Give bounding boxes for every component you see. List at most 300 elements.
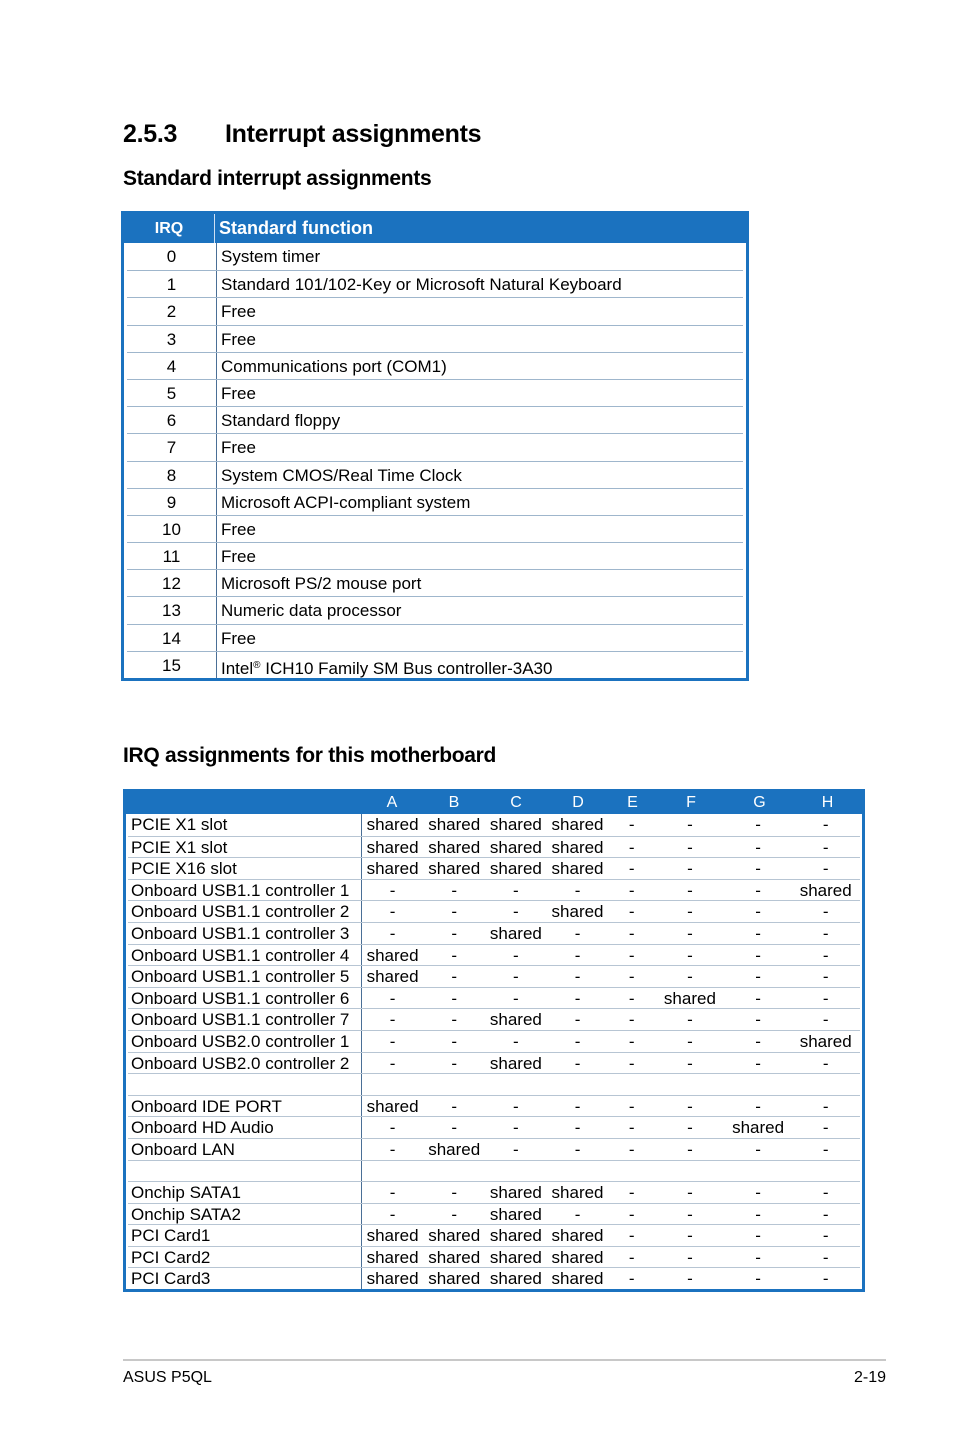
irq-assignments-title: IRQ assignments for this motherboard (123, 744, 497, 767)
function-text: Free (221, 547, 256, 567)
irq-cell: - (389, 1053, 396, 1073)
irq-cell: - (755, 1139, 761, 1159)
device-name: Onboard USB1.1 controller 2 (128, 901, 362, 922)
standard-function (217, 597, 401, 623)
irq-cell: shared (366, 1269, 419, 1289)
table-row (127, 596, 743, 623)
irq-cell: shared (799, 880, 852, 900)
irq-cell: shared (489, 1269, 542, 1289)
table-row (127, 461, 743, 488)
irq-cell: - (628, 967, 635, 987)
irq-cell: shared (551, 1226, 604, 1246)
irq-cell: shared (489, 923, 542, 943)
irq-cell: shared (799, 1031, 852, 1051)
device-header (126, 792, 361, 814)
irq-number: 12 (127, 570, 217, 596)
function-text: System CMOS/Real Time Clock (221, 465, 462, 485)
irq-cell: - (574, 967, 581, 987)
irq-cell: - (822, 1118, 829, 1138)
irq-cell: shared (428, 1247, 481, 1267)
standard-interrupt-table (121, 211, 749, 681)
device-name: Onboard USB1.1 controller 5 (128, 966, 362, 987)
irq-cell: shared (551, 815, 604, 834)
function-text: Standard 101/102-Key or Microsoft Natural Keyboard (221, 275, 622, 295)
irq-cell: shared (428, 859, 481, 879)
standard-function (217, 625, 256, 651)
irq-cell: - (513, 1118, 519, 1138)
device-name: Onboard IDE PORT (128, 1096, 362, 1117)
irq-cell: - (451, 1204, 458, 1224)
page-number: 2-19 (853, 1369, 886, 1386)
irq-cell: shared (428, 837, 481, 857)
irq-cell: - (513, 988, 519, 1008)
device-name (128, 1161, 362, 1182)
device-name: PCIE X1 slot (128, 814, 362, 836)
table-row (128, 1138, 860, 1160)
irq-cell: - (628, 837, 635, 857)
table-row (128, 1224, 860, 1246)
irq-cell: - (389, 923, 396, 943)
column-header-h: H (821, 794, 834, 811)
irq-cell: - (822, 1183, 829, 1203)
irq-number: 4 (127, 353, 217, 379)
standard-function (217, 489, 470, 515)
irq-cell: - (628, 815, 635, 834)
device-name (128, 1074, 362, 1095)
irq-cell: - (755, 1204, 761, 1224)
standard-function (217, 434, 256, 460)
irq-cell: - (451, 880, 458, 900)
table-row (128, 814, 860, 836)
irq-cell: shared (663, 988, 716, 1008)
irq-cell: shared (489, 1183, 542, 1203)
irq-cell: - (687, 902, 693, 922)
irq-cell (725, 1161, 792, 1182)
irq-cell: shared (551, 1247, 604, 1267)
irq-cell: - (628, 1118, 635, 1138)
column-header-b: B (448, 794, 460, 811)
irq-cell: shared (551, 1183, 604, 1203)
irq-cell: shared (366, 1226, 419, 1246)
irq-cell: - (822, 1226, 829, 1246)
irq-cell: - (755, 1053, 761, 1073)
table-row (127, 406, 743, 433)
irq-number: 6 (127, 407, 217, 433)
table-row (128, 1203, 860, 1225)
irq-cell: shared (489, 815, 542, 834)
table-row (128, 1008, 860, 1030)
irq-cell: - (687, 837, 693, 857)
irq-cell: - (755, 1031, 761, 1051)
irq-cell: - (451, 988, 458, 1008)
table-row (127, 297, 743, 324)
irq-cell: - (687, 1226, 693, 1246)
irq-cell: - (755, 902, 761, 922)
irq-cell: - (755, 1183, 761, 1203)
irq-cell: - (628, 1204, 635, 1224)
device-name: Onboard USB1.1 controller 6 (128, 988, 362, 1009)
table-row (128, 1073, 860, 1095)
irq-cell: - (687, 1096, 693, 1116)
device-name: PCI Card1 (128, 1225, 362, 1246)
table-row (128, 1246, 860, 1268)
irq-cell: - (687, 1247, 693, 1267)
irq-number: 0 (127, 243, 217, 270)
irq-cell: - (574, 1139, 581, 1159)
table-row (128, 987, 860, 1009)
table-row (127, 270, 743, 297)
standard-function (217, 570, 421, 596)
irq-cell (655, 1074, 725, 1095)
irq-cell: - (574, 1010, 581, 1030)
table-row (128, 922, 860, 944)
irq-cell: - (389, 1183, 396, 1203)
irq-cell: shared (551, 859, 604, 879)
irq-cell: shared (366, 859, 419, 879)
irq-cell: - (687, 1031, 693, 1051)
irq-number: 13 (127, 597, 217, 623)
function-text-rest: ICH10 Family SM Bus controller-3A30 (260, 658, 553, 678)
irq-cell: - (451, 923, 458, 943)
irq-cell: - (755, 1269, 761, 1289)
irq-cell: - (451, 967, 458, 987)
irq-cell: - (451, 902, 458, 922)
table-row (127, 379, 743, 406)
irq-cell: - (628, 1096, 635, 1116)
irq-cell: - (574, 988, 581, 1008)
irq-cell: - (687, 1010, 693, 1030)
standard-function (217, 353, 447, 379)
device-name: Onboard HD Audio (128, 1117, 362, 1138)
irq-cell: - (513, 1139, 519, 1159)
standard-function (217, 243, 320, 270)
irq-cell: - (687, 1139, 693, 1159)
function-text: Microsoft ACPI-compliant system (221, 492, 471, 512)
device-name: Onboard LAN (128, 1139, 362, 1160)
table-row (128, 965, 860, 987)
irq-cell: - (451, 1183, 458, 1203)
function-text: Microsoft PS/2 mouse port (221, 574, 422, 594)
standard-function (217, 271, 622, 297)
irq-cell: - (755, 815, 761, 834)
irq-cell: - (822, 967, 829, 987)
table-row (128, 900, 860, 922)
function-text: Free (221, 302, 256, 322)
table-row (127, 542, 743, 569)
table-row (128, 1116, 860, 1138)
irq-cell: - (628, 1183, 635, 1203)
irq-cell: - (822, 1096, 829, 1116)
irq-cell: shared (428, 1269, 481, 1289)
irq-cell: - (755, 1096, 761, 1116)
device-name: PCIE X16 slot (128, 858, 362, 879)
standard-table-body (124, 243, 746, 678)
irq-cell: - (628, 945, 635, 965)
table-row (128, 879, 860, 901)
device-name: Onboard USB1.1 controller 4 (128, 945, 362, 966)
column-header-a: A (386, 794, 398, 811)
table-row (128, 1267, 860, 1289)
irq-cell: shared (489, 1204, 542, 1224)
column-header-f: F (686, 794, 696, 811)
function-text: Intel (221, 658, 254, 678)
irq-cell (423, 1161, 485, 1182)
irq-cell: - (687, 967, 693, 987)
standard-interrupt-title: Standard interrupt assignments (123, 167, 432, 190)
table-row (127, 352, 743, 379)
function-text: Standard floppy (221, 411, 341, 431)
standard-table-header (124, 214, 746, 243)
irq-cell: - (451, 1118, 458, 1138)
irq-cell (791, 1074, 860, 1095)
irq-cell: - (574, 1204, 581, 1224)
irq-cell: - (389, 1031, 396, 1051)
irq-cell: - (513, 880, 519, 900)
irq-cell: shared (428, 815, 481, 834)
table-row (127, 243, 743, 270)
irq-cell (362, 1161, 424, 1182)
irq-cell: - (822, 923, 829, 943)
irq-cell: shared (489, 1247, 542, 1267)
irq-cell: - (755, 880, 761, 900)
table-row (127, 624, 743, 651)
irq-number: 3 (127, 326, 217, 352)
irq-cell: - (822, 1053, 829, 1073)
column-header-c: C (510, 794, 522, 811)
table-row (127, 515, 743, 542)
irq-cell: shared (551, 1269, 604, 1289)
irq-cell (485, 1074, 547, 1095)
standard-function (217, 543, 256, 569)
irq-cell: - (755, 837, 761, 857)
irq-cell: - (755, 1226, 761, 1246)
irq-cell: - (687, 1183, 693, 1203)
irq-cell: shared (366, 1096, 419, 1116)
irq-cell: - (755, 988, 761, 1008)
registered-mark: ® (253, 659, 261, 671)
irq-number: 10 (127, 516, 217, 542)
irq-cell: - (628, 1247, 635, 1267)
irq-number: 14 (127, 625, 217, 651)
irq-cell: shared (489, 1010, 542, 1030)
table-row (128, 1181, 860, 1203)
irq-cell: - (755, 967, 761, 987)
irq-cell: - (822, 1247, 829, 1267)
table-row (128, 1160, 860, 1182)
irq-number: 2 (127, 298, 217, 324)
irq-cell: - (451, 1096, 458, 1116)
irq-cell: - (822, 1139, 829, 1159)
device-name: Onchip SATA2 (128, 1204, 362, 1225)
irq-cell: - (389, 1010, 396, 1030)
device-name: PCI Card2 (128, 1247, 362, 1268)
table-row (127, 325, 743, 352)
irq-number: 5 (127, 380, 217, 406)
device-name: PCIE X1 slot (128, 837, 362, 858)
irq-cell: - (687, 923, 693, 943)
irq-cell: - (628, 1139, 635, 1159)
irq-cell: - (513, 1096, 519, 1116)
irq-cell: - (389, 988, 396, 1008)
irq-assignments-table (123, 789, 865, 1292)
table-row (128, 857, 860, 879)
irq-cell: - (822, 945, 829, 965)
irq-cell: - (628, 923, 635, 943)
irq-cell: - (574, 1118, 581, 1138)
irq-cell: - (822, 837, 829, 857)
irq-cell: shared (551, 837, 604, 857)
table-row (127, 569, 743, 596)
irq-number: 9 (127, 489, 217, 515)
function-text: Free (221, 329, 256, 349)
device-name: Onboard USB1.1 controller 3 (128, 923, 362, 944)
irq-cell: - (451, 1031, 458, 1051)
standard-function (217, 326, 256, 352)
irq-cell: shared (551, 902, 604, 922)
standard-function (217, 380, 256, 406)
irq-cell: shared (366, 967, 419, 987)
irq-cell (423, 1074, 485, 1095)
column-header-e: E (627, 794, 638, 811)
irq-cell: - (822, 859, 829, 879)
irq-cell: - (574, 1053, 581, 1073)
irq-cell: - (755, 923, 761, 943)
device-name: Onboard USB2.0 controller 1 (128, 1031, 362, 1052)
irq-cell: - (687, 1204, 693, 1224)
irq-cell: - (574, 880, 581, 900)
irq-cell: shared (489, 1053, 542, 1073)
irq-number: 15 (127, 652, 217, 678)
irq-cell: shared (366, 837, 419, 857)
column-header-d: D (572, 794, 584, 811)
irq-cell (547, 1074, 609, 1095)
irq-cell: - (822, 815, 829, 834)
irq-cell: shared (489, 1226, 542, 1246)
device-name: PCI Card3 (128, 1268, 362, 1289)
irq-cell: - (513, 1031, 519, 1051)
irq-cell: - (687, 859, 693, 879)
standard-function (217, 298, 256, 324)
irq-cell: - (687, 880, 693, 900)
irq-cell: - (822, 988, 829, 1008)
irq-number: 8 (127, 462, 217, 488)
irq-cell: - (389, 1118, 396, 1138)
table-row (128, 944, 860, 966)
function-text: System timer (221, 247, 321, 266)
irq-cell: shared (366, 945, 419, 965)
table-row (128, 836, 860, 858)
irq-cell: - (389, 902, 396, 922)
irq-cell: - (822, 1010, 829, 1030)
irq-cell: - (687, 945, 693, 965)
irq-cell: - (513, 967, 519, 987)
irq-cell: - (628, 1031, 635, 1051)
irq-cell: - (628, 1269, 635, 1289)
irq-cell: - (389, 1204, 396, 1224)
irq-cell (608, 1161, 655, 1182)
table-row (127, 651, 743, 678)
function-header: Standard function (219, 218, 373, 238)
irq-cell: - (574, 1096, 581, 1116)
irq-cell (725, 1074, 792, 1095)
irq-cell: shared (489, 859, 542, 879)
irq-cell: - (687, 815, 693, 834)
irq-cell: - (574, 923, 581, 943)
irq-cell: - (451, 1010, 458, 1030)
function-text: Numeric data processor (221, 601, 402, 621)
irq-cell: shared (489, 837, 542, 857)
section-title (123, 120, 481, 149)
section-title-text: Interrupt assignments (225, 120, 482, 148)
irq-cell: - (451, 945, 458, 965)
standard-function (217, 407, 340, 433)
irq-cell: - (755, 1247, 761, 1267)
irq-number: 11 (127, 543, 217, 569)
irq-cell: - (628, 902, 635, 922)
table-row (127, 433, 743, 460)
irq-cell: - (628, 1010, 635, 1030)
device-name: Onboard USB1.1 controller 1 (128, 880, 362, 901)
irq-cell: - (628, 880, 635, 900)
device-name: Onboard USB1.1 controller 7 (128, 1009, 362, 1030)
irq-table-body (126, 814, 862, 1289)
irq-cell: - (822, 1204, 829, 1224)
function-text: Free (221, 519, 256, 539)
irq-cell: - (687, 1053, 693, 1073)
footer-product: ASUS P5QL (123, 1369, 212, 1386)
irq-cell (485, 1161, 547, 1182)
irq-cell: - (822, 1269, 829, 1289)
irq-cell: shared (732, 1118, 785, 1138)
section-number: 2.5.3 (123, 120, 178, 148)
irq-table-header (126, 792, 862, 814)
standard-function (217, 462, 462, 488)
irq-cell: - (628, 1053, 635, 1073)
irq-cell: shared (428, 1226, 481, 1246)
function-text: Free (221, 438, 256, 458)
irq-cell: shared (366, 1247, 419, 1267)
function-text: Free (221, 628, 256, 648)
irq-cell: - (822, 902, 829, 922)
table-row (128, 1095, 860, 1117)
table-row (128, 1052, 860, 1074)
irq-cell: - (628, 859, 635, 879)
irq-header: IRQ (124, 214, 215, 243)
irq-number: 1 (127, 271, 217, 297)
irq-cell (655, 1161, 725, 1182)
irq-cell: - (513, 945, 519, 965)
table-row (128, 1030, 860, 1052)
irq-cell: - (687, 1269, 693, 1289)
column-header-g: G (753, 794, 766, 811)
irq-cell: - (451, 1053, 458, 1073)
irq-cell: - (628, 988, 635, 1008)
function-text: Free (221, 383, 256, 403)
device-name: Onchip SATA1 (128, 1182, 362, 1203)
irq-cell: shared (366, 815, 419, 834)
device-name: Onboard USB2.0 controller 2 (128, 1053, 362, 1074)
irq-cell: - (687, 1118, 693, 1138)
irq-cell: - (574, 1031, 581, 1051)
irq-cell: - (628, 1226, 635, 1246)
irq-cell (791, 1161, 860, 1182)
standard-function (217, 516, 256, 542)
standard-function (217, 652, 552, 678)
irq-number: 7 (127, 434, 217, 460)
irq-cell (608, 1074, 655, 1095)
table-row (127, 488, 743, 515)
irq-cell (362, 1074, 424, 1095)
